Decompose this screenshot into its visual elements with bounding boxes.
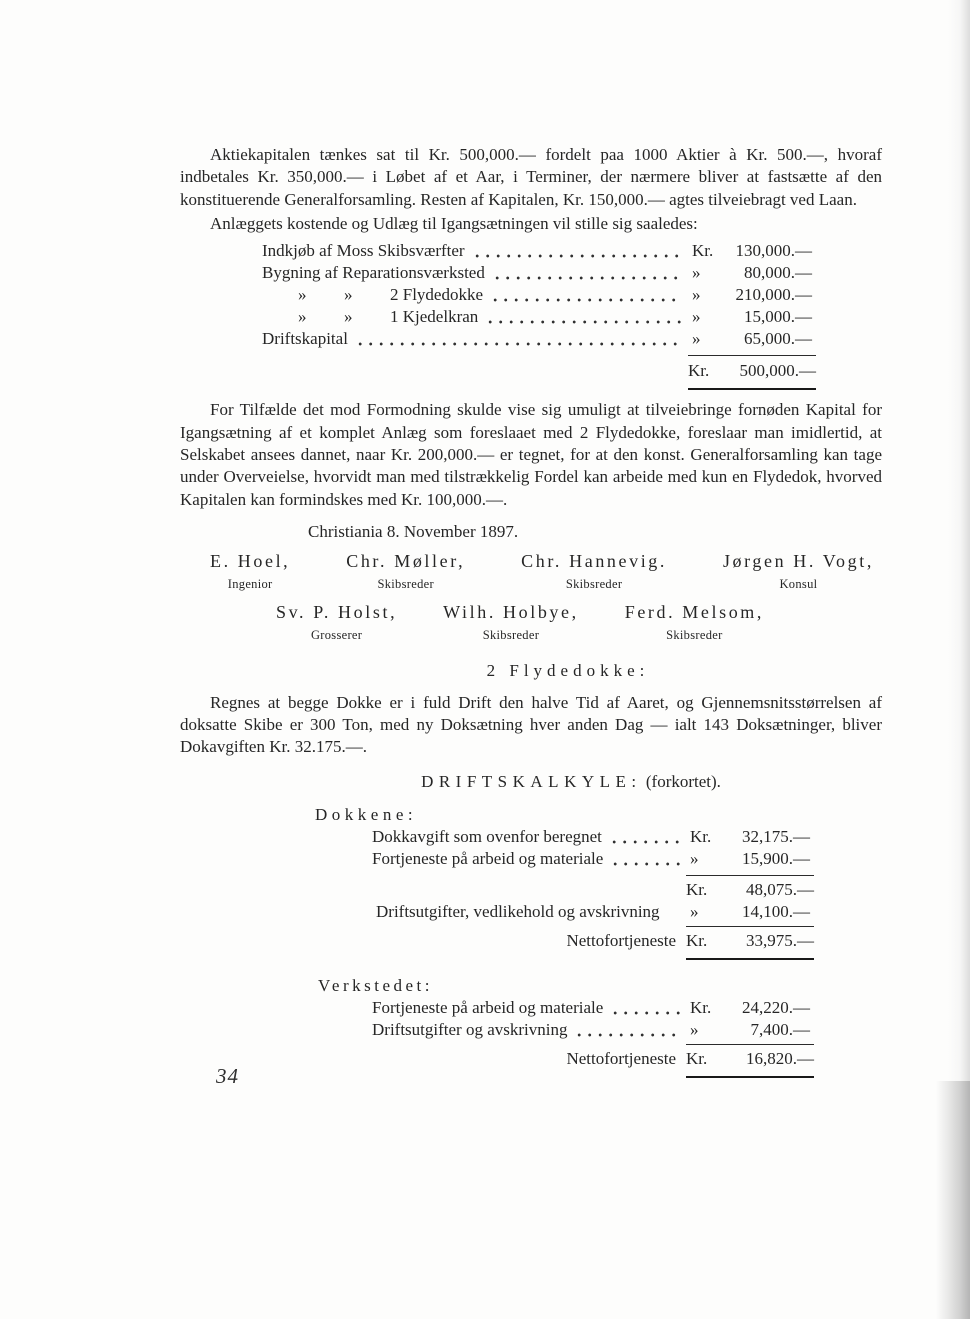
amount-value: 48,075.— [746,879,814,899]
verkstedet-heading: Verkstedet: [318,976,433,996]
currency-mark: Kr. [686,879,708,899]
dokkene-net-box [686,926,814,960]
signature [210,550,290,592]
amount-value: 500,000.— [739,361,816,381]
dokkene-heading: Dokkene: [315,804,418,824]
cost-total-row [180,355,882,390]
verkstedet-row-driftsutgifter [180,1019,882,1041]
dot-leader [613,1010,680,1016]
cost-total-box [688,355,816,390]
currency-mark: » [692,285,701,305]
cost-row-label [298,284,483,306]
signature-name: Chr. Hannevig. [521,551,668,572]
dot-leader [475,253,682,259]
dokkene-net-row [180,926,882,960]
dot-leader [358,341,682,347]
section-heading-driftskalkyle [180,771,882,793]
signature-title: Skibsreder [377,577,434,592]
paragraph-tilfaelde: For Tilfælde det mod Formodning skulde vise sig umuligt at tilveiebringe fornøden Kapital for Igangsætning af et komplet Anlæg som foreslaaet med 2 Flydedokke, foreslaar man imidlertid, at Selskabet ansees dannet, naar Kr. 200,000.— er tegnet, for at den konst. Generalforsamling kan tage under Overveielse, hvorvidt man med tilstrækkelig Fordel kan arbeide med kun en Flydedok, hvorved Kapitalen kan formindskes med Kr. 100,000.—. [180,400,882,509]
signature-name: Ferd. Melsom, [624,602,764,623]
paragraph-cost-intro: Anlæggets kostende og Udlæg til Igangsætningen vil stille sig saaledes: [210,213,698,233]
verkstedet-net-box [686,1044,814,1078]
signature-name: Chr. Møller, [346,551,466,572]
amount-value: 80,000.— [744,263,812,283]
cost-row-kjedelkran [180,306,882,328]
cost-row-label-text: 2 Flydedokke [390,285,484,305]
calc-row-label: Driftsutgifter, vedlikehold og avskrivning [376,901,660,921]
amount-value: 7,400.— [750,1020,810,1040]
calc-row-label: Driftsutgifter og avskrivning [372,1020,568,1040]
dokkene-section [180,804,882,960]
signatures-row-2 [180,601,882,643]
dokkene-subtotal-row [180,875,882,901]
cost-row-bygning [180,262,882,284]
cost-table [180,240,882,390]
cost-row-label-text: 1 Kjedelkran [390,307,479,327]
amount-value: 130,000.— [735,241,812,261]
cost-row-label [298,306,478,328]
page-content [180,144,882,1084]
signature-title: Skibsreder [565,577,623,592]
cost-row-indkjob [180,240,882,262]
signatures-row-1 [180,550,882,592]
amount-value: 16,820.— [746,1049,814,1069]
dot-leader [488,319,682,325]
dot-leader [577,1032,680,1038]
currency-mark: Kr. [688,361,710,381]
cost-row-driftskapital [180,328,882,350]
amount-value: 14,100.— [742,901,810,921]
signature [276,601,397,643]
ditto-mark: » [298,285,307,305]
currency-mark: » [692,307,701,327]
currency-mark: Kr. [692,241,714,261]
currency-mark: Kr. [686,930,708,950]
dot-leader [612,839,680,845]
calc-row-label: Dokkavgift som ovenfor beregnet [372,826,602,846]
amount-value: 15,900.— [742,848,810,868]
verkstedet-row-fortjeneste [180,997,882,1019]
net-label: Nettofortjeneste [566,930,676,950]
currency-mark: Kr. [690,998,712,1018]
currency-mark: » [692,263,701,283]
dot-leader [613,861,680,867]
dokkene-row-fortjeneste [180,848,882,870]
signature-title: Skibsreder [666,628,723,643]
amount-value: 24,220.— [742,998,810,1018]
signature [521,550,667,592]
dot-leader [493,297,682,303]
calc-row-label: Fortjeneste på arbeid og materiale [372,848,604,868]
amount-value: 210,000.— [735,285,812,305]
paragraph-regnes: Regnes at begge Dokke er i fuld Drift den halve Tid af Aaret, og Gjennemsnitsstørrelsen af doksatte Skibe er 300 Ton, med ny Doksætning hver anden Dag — ialt 143 Doksætninger, bliver Dokavgiften Kr. 32.175.—. [180,692,882,757]
signature-name: Sv. P. Holst, [276,602,398,623]
currency-mark: » [690,1020,699,1040]
signature-title: Konsul [779,577,818,592]
cost-total-line [688,360,816,382]
verkstedet-section [180,975,882,1078]
section-heading-flydedokke [180,660,882,682]
scan-edge-shadow-bottom [936,1081,970,1319]
cost-row-flydedokke [180,284,882,306]
amount-value: 33,975.— [746,930,814,950]
cost-row-label: Indkjøb af Moss Skibsværfter [262,241,465,261]
amount-value: 32,175.— [742,826,810,846]
signature-title: Grosserer [310,628,363,643]
net-label: Nettofortjeneste [566,1049,676,1069]
dot-leader [495,275,682,281]
cost-row-label: Driftskapital [262,329,348,349]
signature-name: Wilh. Holbye, [443,602,579,623]
section-heading-text: 2 Flydedokke: [486,661,650,681]
signature-title: Ingenior [227,577,273,592]
rule-thin [688,355,816,356]
signature [625,601,764,643]
signature [346,550,465,592]
ditto-mark: » [344,285,353,305]
ditto-mark: » [344,307,353,327]
dateline: Christiania 8. November 1897. [308,521,519,541]
signature-title: Skibsreder [482,628,540,643]
signature-name: E. Hoel, [210,551,291,572]
signature-name: Jørgen H. Vogt, [722,551,874,572]
dokkene-row-dokkavgift [180,826,882,848]
signature [443,601,579,643]
amount-value: 65,000.— [744,329,812,349]
signature [723,550,874,592]
calc-row-label: Fortjeneste på arbeid og materiale [372,998,604,1018]
dokkene-subtotal-box [686,875,814,901]
currency-mark: Kr. [686,1049,708,1069]
driftskalkyle-suffix: (forkortet). [645,772,721,792]
cost-row-label: Bygning af Reparationsværksted [262,263,485,283]
paragraph-aktiekapital: Aktiekapitalen tænkes sat til Kr. 500,000.— fordelt paa 1000 Aktier à Kr. 500.—, hvoraf indbetales Kr. 350,000.— i Løbet af et Aar, i Terminer, der nærmere bliver at fastsætte af den konstituerende Generalforsamling. Resten af Kapitalen, Kr. 150,000.— agtes tilveiebragt ved Laan. [180,145,882,209]
currency-mark: » [690,901,699,921]
driftskalkyle-title: DRIFTSKALKYLE: [421,772,642,792]
currency-mark: » [692,329,701,349]
ditto-mark: » [298,307,307,327]
verkstedet-net-row [180,1044,882,1078]
amount-value: 15,000.— [744,307,812,327]
dokkene-row-driftsutgifter [180,901,882,923]
currency-mark: Kr. [690,826,712,846]
currency-mark: » [690,848,699,868]
page-number: 34 [216,1064,239,1088]
rule-thick [688,388,816,390]
